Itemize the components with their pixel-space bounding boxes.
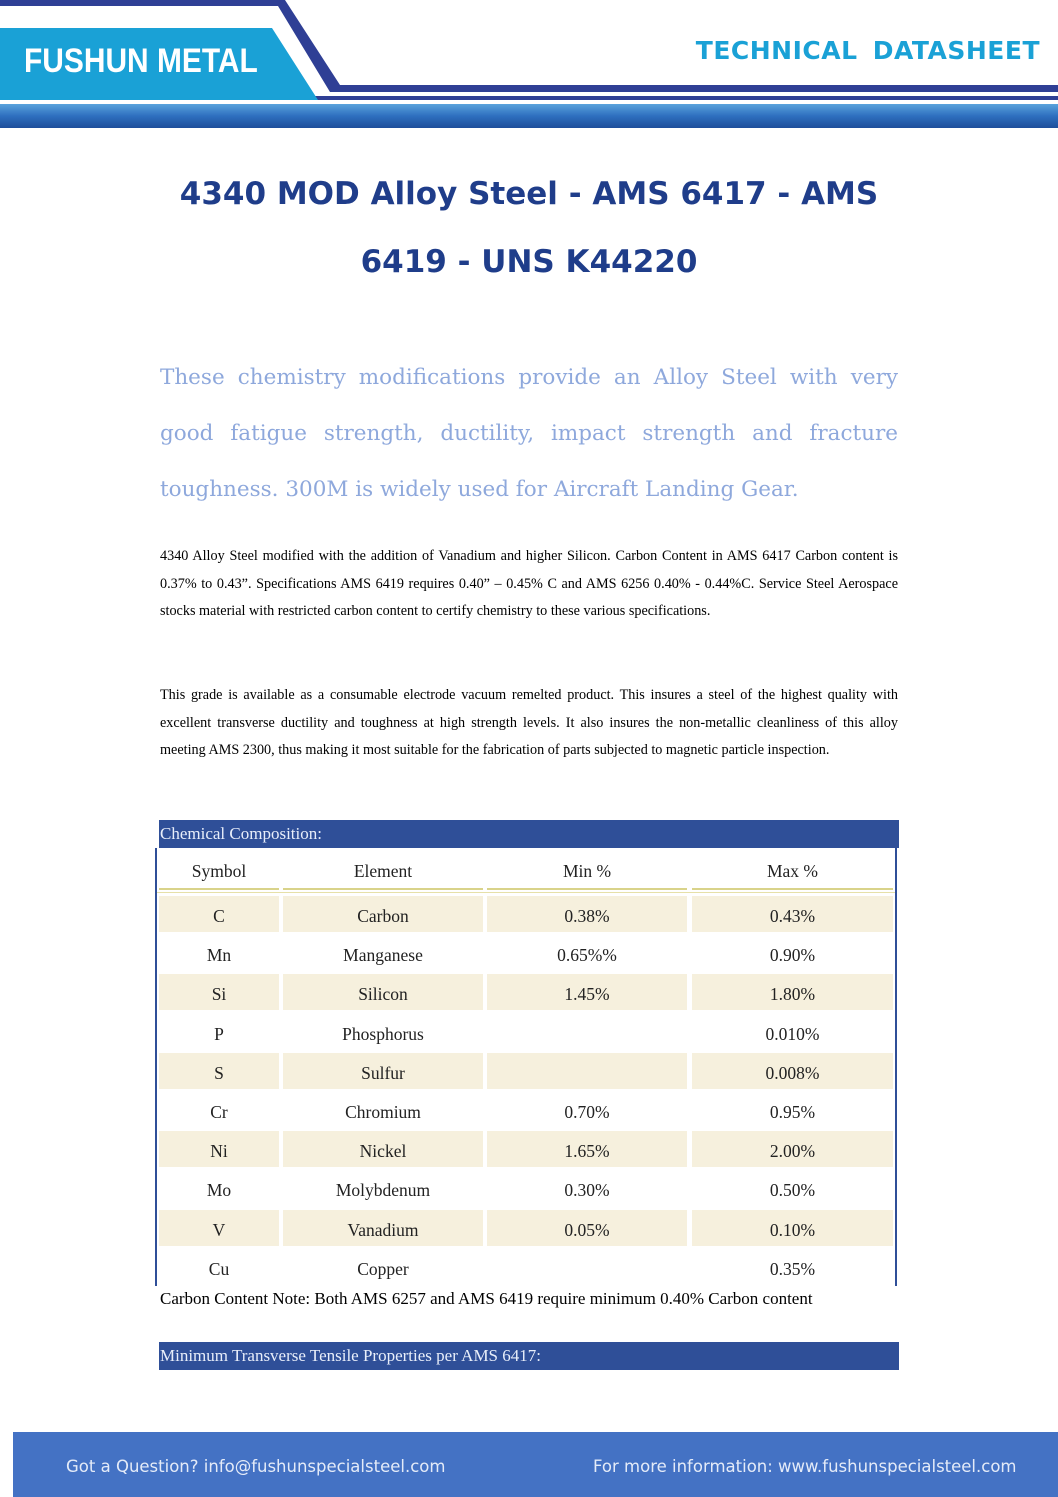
column-header-min: Min % [487, 848, 687, 890]
element-cell: Chromium [345, 1102, 421, 1122]
table-row [157, 935, 895, 971]
description-paragraph-1: 4340 Alloy Steel modified with the addition of Vanadium and higher Silicon. Carbon Content in AMS 6417 Carbon content is 0.37% to 0.43”. Specifications AMS 6419 requires 0.40” – 0.45% C and AMS 6256 0.40% - 0.44%C. Service Steel Aerospace stocks material with restricted carbon content to certify chemistry to these various specifications. [160, 548, 898, 619]
min-cell: 0.70% [564, 1102, 610, 1122]
table-header [157, 848, 897, 892]
chemical-composition-table [155, 848, 897, 1286]
column-header-symbol: Symbol [159, 848, 279, 890]
max-cell: 0.43% [692, 896, 893, 932]
symbol-cell: P [214, 1023, 224, 1044]
title-line-2: 6419 - UNS K44220 [360, 244, 698, 280]
max-cell: 0.50% [769, 1180, 816, 1201]
table-row [157, 1210, 895, 1246]
max-cell: 2.00% [692, 1131, 893, 1167]
intro-paragraph: These chemistry modifications provide an Alloy Steel with very good fatigue strength, ductility, impact strength and fracture toughness. 300M is widely used for Aircraft Landing Gear. [160, 365, 898, 502]
description-paragraph-2: This grade is available as a consumable electrode vacuum remelted product. This insures a steel of the highest quality with excellent transverse ductility and toughness at high strength levels. It also insures the non-metallic cleanliness of this alloy meeting AMS 2300, thus making it most suitable for the fabrication of parts subjected to magnetic particle inspection. [160, 687, 898, 758]
symbol-cell: Mn [206, 945, 232, 966]
symbol-cell: Mo [206, 1180, 232, 1201]
max-cell: 0.35% [769, 1258, 816, 1279]
table-row [157, 1170, 895, 1206]
carbon-content-note: Carbon Content Note: Both AMS 6257 and AMS 6419 require minimum 0.40% Carbon content [160, 1289, 813, 1308]
symbol-cell: Ni [159, 1131, 279, 1167]
element-cell: Copper [357, 1258, 409, 1279]
symbol-cell: Si [159, 974, 279, 1010]
symbol-cell: Cr [210, 1102, 228, 1122]
min-cell: 0.30% [564, 1180, 610, 1201]
chemical-composition-heading: Chemical Composition: [159, 820, 899, 848]
table-row [157, 1131, 895, 1167]
min-cell: 0.38% [487, 896, 687, 932]
table-row [157, 1014, 895, 1050]
page-title [140, 160, 918, 296]
symbol-cell: S [159, 1053, 279, 1089]
table-row [157, 974, 895, 1010]
symbol-cell: V [159, 1210, 279, 1246]
max-cell: 0.90% [769, 945, 816, 966]
min-cell [487, 1249, 687, 1285]
title-line-1: 4340 MOD Alloy Steel - AMS 6417 - AMS [179, 176, 879, 212]
max-cell: 0.010% [765, 1023, 820, 1044]
footer-website: For more information: www.fushunspecialsteel.com [593, 1457, 1017, 1476]
footer-contact-email: Got a Question? info@fushunspecialsteel.com [66, 1457, 446, 1476]
min-cell: 0.05% [487, 1210, 687, 1246]
column-header-max: Max % [692, 848, 893, 890]
element-cell: Carbon [283, 896, 483, 932]
min-cell [487, 1014, 687, 1050]
element-cell: Manganese [343, 945, 423, 966]
tensile-properties-heading: Minimum Transverse Tensile Properties per AMS 6417: [159, 1342, 899, 1370]
min-cell: 0.65%% [557, 945, 617, 966]
max-cell: 0.10% [692, 1210, 893, 1246]
element-cell: Molybdenum [335, 1180, 431, 1201]
brand-logo: FUSHUN METAL [24, 42, 258, 80]
table-row [157, 1249, 895, 1285]
min-cell: 1.65% [487, 1131, 687, 1167]
header-rule [157, 892, 895, 893]
element-cell: Nickel [283, 1131, 483, 1167]
min-cell [487, 1053, 687, 1089]
symbol-cell: Cu [208, 1258, 230, 1279]
table-row [157, 1053, 895, 1089]
min-cell: 1.45% [487, 974, 687, 1010]
element-cell: Sulfur [283, 1053, 483, 1089]
document-type: TECHNICAL DATASHEET [695, 36, 1040, 65]
element-cell: Silicon [283, 974, 483, 1010]
element-cell: Phosphorus [342, 1023, 424, 1044]
column-header-element: Element [283, 848, 483, 890]
max-cell: 0.95% [769, 1102, 816, 1122]
page-footer [13, 1432, 1058, 1497]
table-row [157, 896, 895, 932]
element-cell: Vanadium [283, 1210, 483, 1246]
page-header [0, 0, 1058, 135]
symbol-cell: C [159, 896, 279, 932]
max-cell: 0.008% [692, 1053, 893, 1089]
table-row [157, 1092, 895, 1128]
max-cell: 1.80% [692, 974, 893, 1010]
